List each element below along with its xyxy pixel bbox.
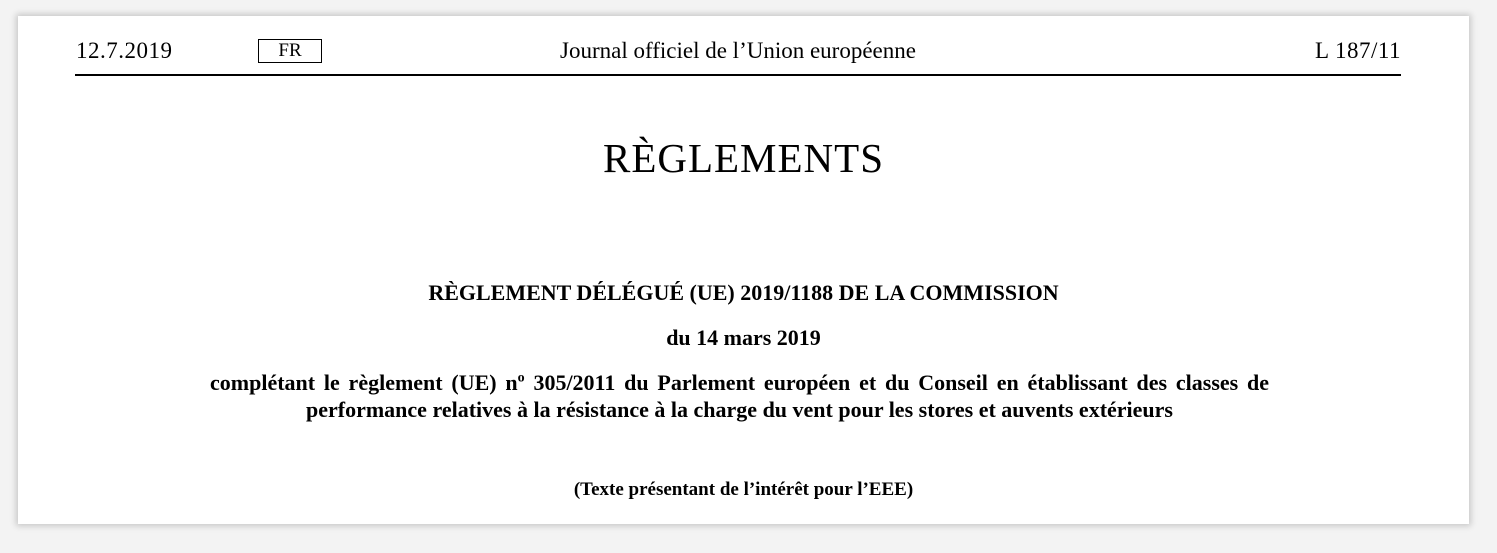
subject-text-start: complétant le règlement (UE) n bbox=[210, 370, 518, 395]
subject-superscript: o bbox=[517, 370, 525, 386]
subject-text-end: 305/2011 du Parlement européen et du Conseil en établissant des classes de performance relatives à la résistance à la charge du vent pour les stores et auvents extérieurs bbox=[306, 370, 1269, 422]
regulation-title: RÈGLEMENT DÉLÉGUÉ (UE) 2019/1188 DE LA COMMISSION bbox=[428, 280, 1059, 305]
page-reference: L 187/11 bbox=[1315, 38, 1401, 63]
journal-name: Journal officiel de l’Union européenne bbox=[560, 38, 916, 63]
regulation-subject bbox=[210, 369, 1269, 423]
journal-header bbox=[75, 38, 1401, 76]
publication-date: 12.7.2019 bbox=[76, 38, 173, 63]
document-page bbox=[18, 16, 1469, 524]
regulation-date: du 14 mars 2019 bbox=[666, 325, 821, 350]
eea-relevance-note: (Texte présentant de l’intérêt pour l’EEE) bbox=[573, 479, 914, 500]
language-badge: FR bbox=[258, 39, 322, 63]
section-title: RÈGLEMENTS bbox=[602, 135, 885, 181]
